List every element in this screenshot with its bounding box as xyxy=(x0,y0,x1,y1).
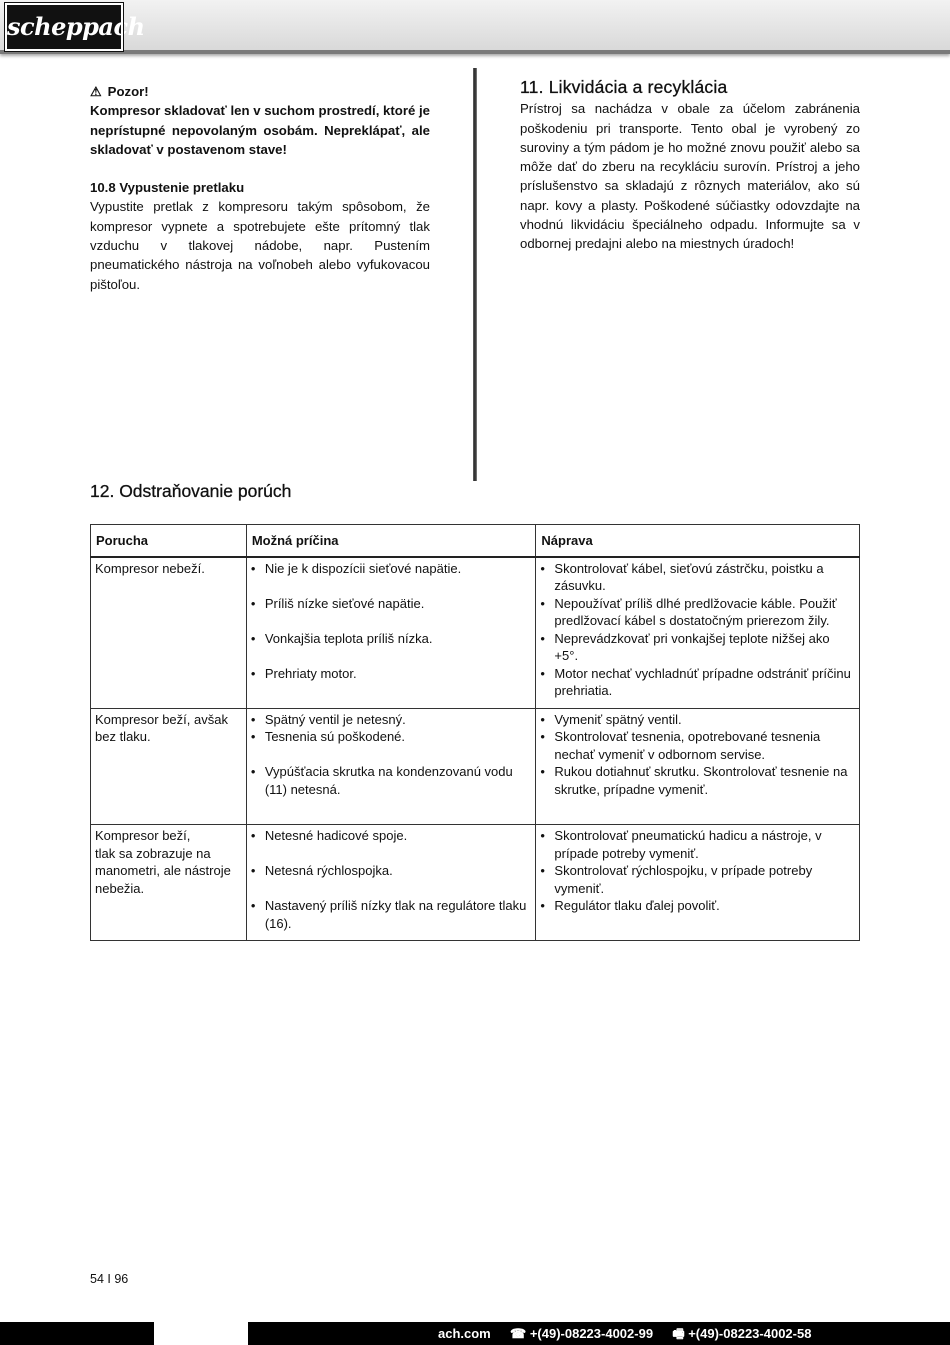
table-header-row xyxy=(91,525,860,557)
remedy-item: • Neprevádzkovať pri vonkajšej teplote nižšej ako +5°. xyxy=(540,630,854,665)
header-remedy: Náprava xyxy=(536,525,860,557)
remedy-item: • Skontrolovať tesnenia, opotrebované tesnenia nechať vymeniť v odbornom servise. xyxy=(540,728,854,763)
column-divider xyxy=(473,68,477,481)
phone-icon: ☎ xyxy=(510,1326,527,1341)
remedy-cell xyxy=(536,557,860,709)
header-fault: Porucha xyxy=(91,525,247,557)
footer-bar xyxy=(0,1322,950,1345)
fax-number: +(49)-08223-4002-58 xyxy=(688,1326,812,1341)
section-10-8-heading: 10.8 Vypustenie pretlaku xyxy=(90,180,245,196)
fault-cell: Kompresor beží, avšak bez tlaku. xyxy=(91,708,247,825)
section-11-heading: 11. Likvidácia a recyklácia xyxy=(520,77,728,97)
page-number: 54 I 96 xyxy=(90,1272,129,1286)
troubleshooting-table xyxy=(90,524,860,941)
cause-item: • Prehriaty motor. xyxy=(251,665,531,683)
warning-title: ⚠ Pozor! xyxy=(90,82,430,101)
cause-cell xyxy=(246,557,536,709)
table-row xyxy=(91,557,860,709)
cause-item: • Vypúšťacia skrutka na kondenzovanú vodu (11) netesná. xyxy=(251,763,531,798)
header-bar xyxy=(0,0,950,54)
fault-line: Kompresor beží, xyxy=(95,828,191,843)
warning-text: Kompresor skladovať len v suchom prostredí, ktoré je neprístupné nepovolaným osobám. Nepreklápať, ale skladovať v postavenom stave! xyxy=(90,103,430,157)
cause-cell xyxy=(246,825,536,941)
cause-item: • Vonkajšia teplota príliš nízka. xyxy=(251,630,531,648)
section-12-heading: 12. Odstraňovanie porúch xyxy=(90,481,292,501)
cause-item: • Netesné hadicové spoje. xyxy=(251,827,531,845)
fault-line: tlak sa zobrazuje na manometri, ale nástroje nebežia. xyxy=(95,845,231,896)
phone-number: +(49)-08223-4002-99 xyxy=(529,1326,654,1341)
cause-item: • Nie je k dispozícii sieťové napätie. xyxy=(251,560,531,578)
remedy-cell xyxy=(536,708,860,825)
warning-triangle-icon: ⚠ xyxy=(90,84,102,99)
cause-item: • Tesnenia sú poškodené. xyxy=(251,728,531,746)
remedy-cell xyxy=(536,825,860,941)
cause-item: • Príliš nízke sieťové napätie. xyxy=(251,595,531,613)
cause-item: • Netesná rýchlospojka. xyxy=(251,862,531,880)
section-10-8-text: Vypustite pretlak z kompresoru takým spôsobom, že kompresor vypnete a spotrebujete ešte prítomný tlak vzduchu v tlakovej nádobe, napr. Pustením pneumatického nástroja na voľnobeh alebo vyfukovacou pištoľou. xyxy=(90,199,430,292)
cause-cell xyxy=(246,708,536,825)
remedy-item: • Nepoužívať príliš dlhé predlžovacie káble. Použiť predlžovací kábel s dostatočným prierezom žily. xyxy=(540,595,854,630)
cause-item: • Spätný ventil je netesný. xyxy=(251,711,531,729)
remedy-item: • Vymeniť spätný ventil. xyxy=(540,711,854,729)
header-cause: Možná príčina xyxy=(246,525,536,557)
remedy-item: • Skontrolovať pneumatickú hadicu a nástroje, v prípade potreby vymeniť. xyxy=(540,827,854,862)
remedy-item: • Regulátor tlaku ďalej povoliť. xyxy=(540,897,854,915)
fault-cell: Kompresor nebeží. xyxy=(91,557,247,709)
scheppach-logo: scheppach xyxy=(5,3,123,51)
fax-icon: 🖷 xyxy=(672,1326,685,1341)
remedy-item: • Rukou dotiahnuť skrutku. Skontrolovať tesnenie na skrutke, prípadne vymeniť. xyxy=(540,763,854,798)
table-row xyxy=(91,708,860,825)
table-row xyxy=(91,825,860,941)
fault-cell xyxy=(91,825,247,941)
remedy-item: • Skontrolovať kábel, sieťovú zástrčku, poistku a zásuvku. xyxy=(540,560,854,595)
website-link[interactable]: ach.com xyxy=(438,1326,491,1341)
cause-item: • Nastavený príliš nízky tlak na regulátore tlaku (16). xyxy=(251,897,531,932)
remedy-item: • Skontrolovať rýchlospojku, v prípade potreby vymeniť. xyxy=(540,862,854,897)
footer-contact xyxy=(438,1324,811,1343)
section-11-text: Prístroj sa nachádza v obale za účelom zabránenia poškodeniu pri transporte. Tento obal je vyrobený zo suroviny a tým pádom je ho možné znovu použiť alebo sa môže dať do zberu na recykláciu surovín. Prístroj a jeho príslušenstvo sa skladajú z rôznych materiálov, ako sú napr. kovy a plasty. Poškodené súčiastky odovzdajte na vhodnú likvidáciu špeciálneho odpadu. Informujte sa v odbornej predajni alebo na miestnych úradoch! xyxy=(520,101,860,252)
right-column xyxy=(520,78,860,254)
left-column xyxy=(90,82,430,294)
remedy-item: • Motor nechať vychladnúť prípadne odstrániť príčinu prehriatia. xyxy=(540,665,854,700)
